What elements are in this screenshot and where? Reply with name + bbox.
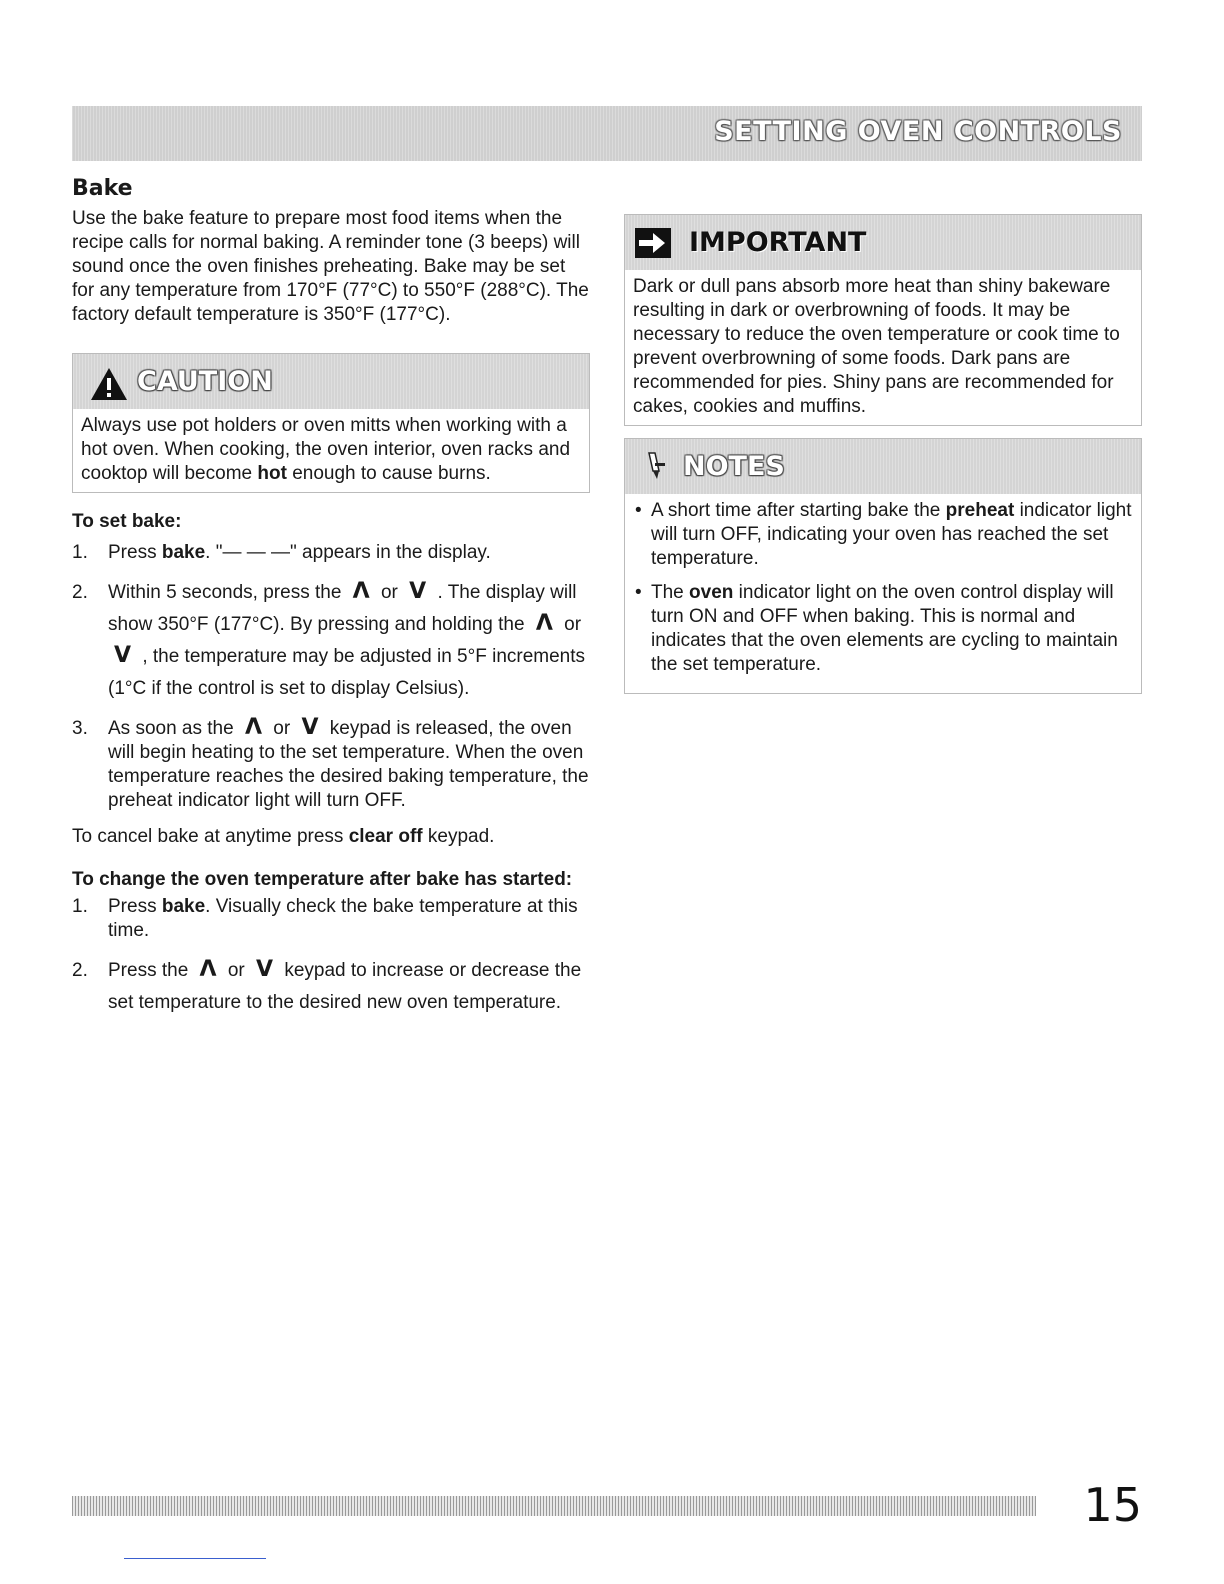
pencil-note-icon: [645, 451, 667, 481]
important-text: Dark or dull pans absorb more heat than shiny bakeware resulting in dark or overbrowning of foods. It may be necessary to reduce the oven temperature or cook time to prevent overbrowning of some foods. Dark pans are recommended for pies. Shiny pans are recommended for cakes, cookies and muffins.: [633, 276, 1120, 417]
step-keyword: bake: [161, 896, 206, 917]
cancel-text: To cancel bake at anytime press: [72, 826, 349, 847]
caution-body: [73, 409, 589, 492]
note-text: indicator light on the oven control display will turn ON and OFF when baking. This is normal and indicates that the oven elements are cycling to maintain the set temperature.: [651, 582, 1118, 675]
important-label: IMPORTANT: [689, 227, 867, 258]
step-text: Press the: [108, 960, 189, 981]
up-arrow-icon: Λ: [244, 715, 263, 740]
right-column: [624, 214, 1142, 694]
step-number: 1.: [72, 896, 88, 917]
step-text: or: [564, 614, 582, 635]
left-column: [72, 176, 592, 1031]
note-keyword: preheat: [945, 500, 1015, 521]
section-header-bar: [72, 106, 1142, 161]
caution-header: [73, 354, 589, 409]
caution-text: Always use pot holders or oven mitts when working with a hot oven. When cooking, the oven interior, oven racks and cooktop will become: [81, 415, 571, 484]
list-item: [72, 577, 592, 705]
important-body: [625, 270, 1141, 425]
change-temp-title: To change the oven temperature after bake has started:: [72, 869, 573, 890]
step-text: Within 5 seconds, press the: [108, 582, 342, 603]
arrow-right-icon: [635, 228, 671, 258]
set-bake-steps: [72, 541, 592, 813]
step-text: As soon as the: [108, 718, 234, 739]
note-text: A short time after starting bake the: [651, 500, 946, 521]
cancel-instruction: [72, 825, 592, 849]
section-header-title: SETTING OVEN CONTROLS: [714, 116, 1122, 147]
important-box: [624, 214, 1142, 426]
list-item: [72, 717, 592, 813]
bake-intro: Use the bake feature to prepare most food items when the recipe calls for normal baking. A reminder tone (3 beeps) will sound once the oven finishes preheating. Bake may be set for any temperature from 170°F (77°C) to 550°F (288°C). The factory default temperature is 350°F (177°C).: [72, 208, 589, 325]
step-text: keypad to increase or decrease the set temperature to the desired new oven temperature.: [108, 960, 582, 1013]
list-item: [72, 955, 592, 1019]
step-number: 2.: [72, 582, 88, 603]
step-number: 3.: [72, 718, 88, 739]
step-text: Press: [108, 896, 162, 917]
caution-box: [72, 353, 590, 493]
step-text: . The display will show 350°F (177°C). By pressing and holding the: [108, 582, 577, 635]
note-text: The: [651, 582, 690, 603]
step-keyword: bake: [161, 542, 206, 563]
list-item: [633, 499, 1133, 571]
up-arrow-icon: Λ: [199, 957, 217, 982]
caution-hot: hot: [257, 463, 287, 484]
up-arrow-icon: Λ: [352, 579, 370, 604]
down-arrow-icon: V: [301, 715, 319, 740]
notes-box: [624, 438, 1142, 694]
warning-triangle-icon: [89, 366, 129, 402]
footer-rule: [124, 1558, 266, 1559]
step-text: keypad is released, the oven will begin heating to the set temperature. When the oven temperature reaches the desired baking temperature, the preheat indicator light will turn OFF.: [108, 718, 589, 811]
list-item: [633, 581, 1133, 677]
step-number: 2.: [72, 960, 88, 981]
notes-body: [625, 494, 1141, 693]
step-text: or: [227, 960, 245, 981]
down-arrow-icon: V: [114, 643, 132, 668]
page-number: 15: [1083, 1478, 1142, 1532]
step-text: Press: [108, 542, 162, 563]
step-text: or: [380, 582, 398, 603]
down-arrow-icon: V: [256, 957, 274, 982]
step-text: . "— — —" appears in the display.: [205, 542, 491, 563]
notes-label: NOTES: [683, 451, 785, 482]
up-arrow-icon: Λ: [535, 611, 553, 636]
step-text: . Visually check the bake temperature at this time.: [108, 896, 578, 941]
footer-bar: [72, 1496, 1036, 1516]
note-text: indicator light will turn OFF, indicating your oven has reached the set temperature.: [651, 500, 1132, 569]
step-text: , the temperature may be adjusted in 5°F increments (1°C if the control is set to display Celsius).: [108, 646, 586, 699]
list-item: [72, 895, 592, 943]
change-temp-steps: [72, 895, 592, 1019]
down-arrow-icon: V: [409, 579, 427, 604]
important-header: [625, 215, 1141, 270]
bake-title: Bake: [72, 176, 133, 201]
note-keyword: oven: [689, 582, 734, 603]
set-bake-title: To set bake:: [72, 511, 182, 532]
step-text: or: [273, 718, 291, 739]
notes-list: [633, 499, 1133, 677]
clear-off-keyword: clear off: [348, 826, 423, 847]
step-number: 1.: [72, 542, 88, 563]
caution-text-end: enough to cause burns.: [286, 463, 491, 484]
list-item: [72, 541, 592, 565]
caution-label: CAUTION: [137, 366, 273, 397]
notes-header: [625, 439, 1141, 494]
cancel-text-end: keypad.: [422, 826, 495, 847]
